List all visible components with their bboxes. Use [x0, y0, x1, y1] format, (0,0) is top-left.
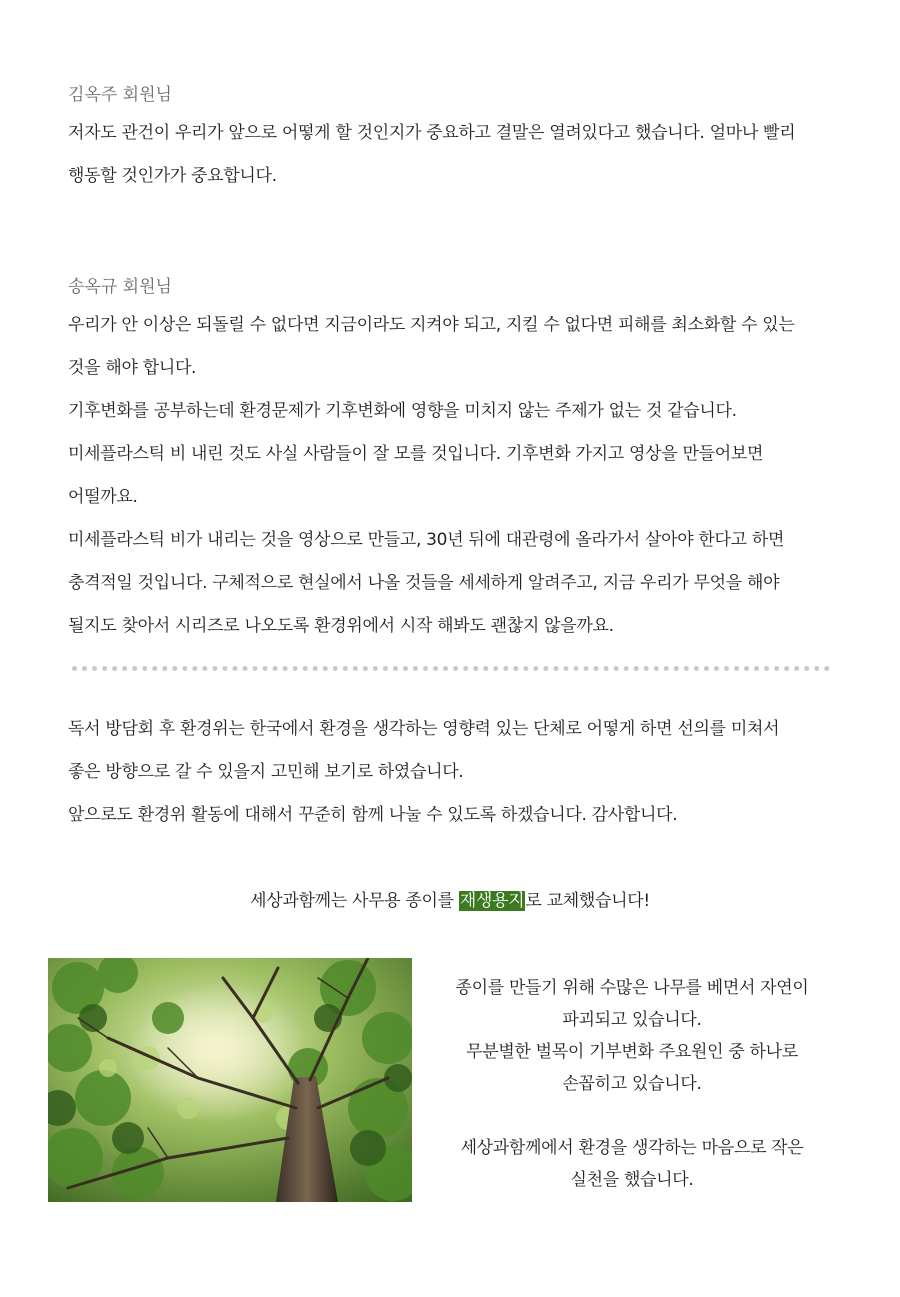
comment-line: 기후변화를 공부하는데 환경문제가 기후변화에 영향을 미치지 않는 주제가 없는 것 같습니다.: [68, 401, 737, 421]
article-body: [68, 78, 838, 648]
explanation-line: 실천을 했습니다.: [570, 1170, 694, 1190]
explanation-line: 파괴되고 있습니다.: [562, 1010, 702, 1030]
closing-line: 독서 방담회 후 환경위는 한국에서 환경을 생각하는 영향력 있는 단체로 어떻게 하면 선의를 미쳐서: [68, 719, 780, 739]
speaker-name: 송옥규 회원님: [68, 277, 172, 297]
explanation-line: 종이를 만들기 위해 수많은 나무를 베면서 자연이: [455, 978, 809, 998]
comment-line: 저자도 관건이 우리가 앞으로 어떻게 할 것인지가 중요하고 결말은 열려있다고 했습니다. 얼마나 빨리: [68, 123, 796, 143]
recycled-paper-explanation: [432, 972, 832, 1196]
explanation-line: 손꼽히고 있습니다.: [562, 1074, 702, 1094]
dotted-divider: [72, 666, 830, 671]
comment-line: 우리가 안 이상은 되돌릴 수 없다면 지금이라도 지켜야 되고, 지킬 수 없다면 피해를 최소화할 수 있는: [68, 315, 795, 335]
comment-line: 것을 해야 합니다.: [68, 358, 197, 378]
comment-song: [68, 270, 838, 648]
explanation-line: 무분별한 벌목이 기부변화 주요원인 중 하나로: [466, 1042, 798, 1062]
comment-kim: [68, 78, 838, 198]
comment-line: 미세플라스틱 비가 내리는 것을 영상으로 만들고, 30년 뒤에 대관령에 올라가서 살아야 한다고 하면: [68, 530, 785, 550]
comment-line: 미세플라스틱 비 내린 것도 사실 사람들이 잘 모를 것입니다. 기후변화 가지고 영상을 만들어보면: [68, 444, 764, 464]
comment-line: 될지도 찾아서 시리즈로 나오도록 환경위에서 시작 해봐도 괜찮지 않을까요.: [68, 616, 614, 636]
recycled-paper-announcement: [0, 884, 900, 918]
tree-canopy-photo: [48, 958, 412, 1202]
announcement-text-before: 세상과함께는 사무용 종이를: [250, 891, 459, 911]
highlighted-keyword: 재생용지: [459, 891, 525, 911]
closing-remarks: [68, 708, 848, 837]
explanation-line: 세상과함께에서 환경을 생각하는 마음으로 작은: [460, 1138, 804, 1158]
comment-line: 행동할 것인가가 중요합니다.: [68, 166, 277, 186]
closing-line: 좋은 방향으로 갈 수 있을지 고민해 보기로 하였습니다.: [68, 762, 464, 782]
comment-line: 어떨까요.: [68, 487, 138, 507]
comment-line: 충격적일 것입니다. 구체적으로 현실에서 나올 것들을 세세하게 알려주고, 지금 우리가 무엇을 해야: [68, 573, 780, 593]
closing-line: 앞으로도 환경위 활동에 대해서 꾸준히 함께 나눌 수 있도록 하겠습니다. 감사합니다.: [68, 805, 678, 825]
announcement-text-after: 로 교체했습니다!: [525, 891, 650, 911]
speaker-name: 김옥주 회원님: [68, 85, 172, 105]
